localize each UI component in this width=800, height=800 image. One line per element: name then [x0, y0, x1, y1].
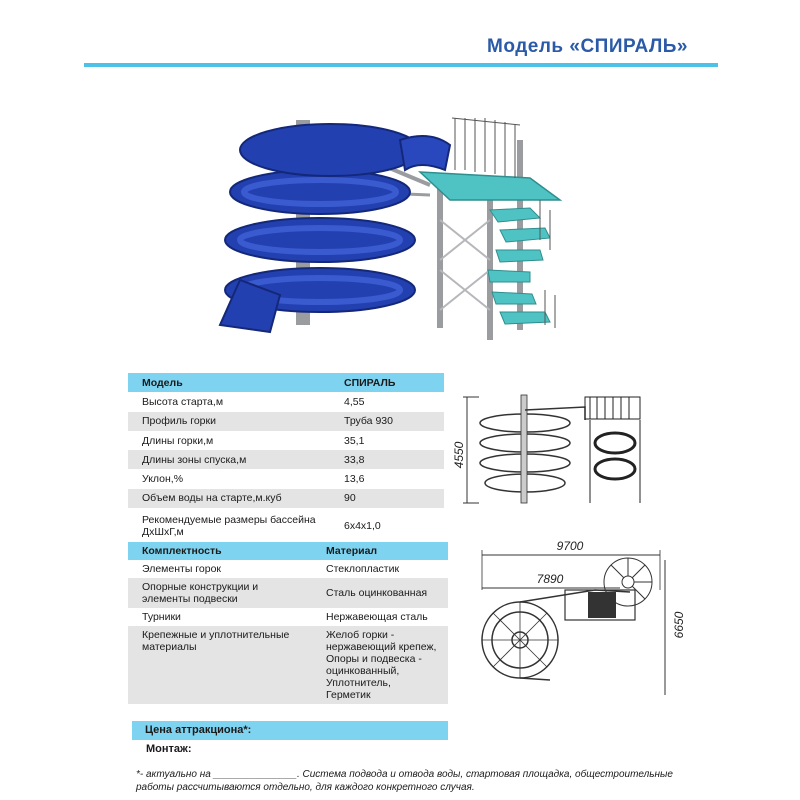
materials-header-row: [128, 542, 448, 560]
price-label: Цена аттракциона*:: [145, 724, 252, 736]
spec-value: 4,55: [330, 392, 444, 411]
plan-view-drawing: [470, 530, 685, 700]
spec-key: Профиль горки: [128, 412, 330, 431]
inner-width-dimension: 7890: [536, 572, 564, 586]
material-value: Нержавеющая сталь: [312, 608, 448, 626]
material-key: Турники: [128, 608, 312, 626]
specs-row: [128, 431, 444, 450]
height-dimension: 4550: [452, 441, 466, 469]
spec-key: Уклон,%: [128, 469, 330, 488]
materials-header-key: Комплектность: [128, 542, 312, 560]
material-key: Опорные конструкции и элементы подвески: [128, 578, 312, 608]
material-value: Сталь оцинкованная: [312, 578, 448, 608]
specs-row: [128, 450, 444, 469]
spec-value: 35,1: [330, 431, 444, 450]
specs-row: [128, 373, 444, 392]
materials-row: [128, 578, 448, 608]
title-divider: [84, 63, 718, 67]
mount-label: Монтаж:: [146, 743, 192, 755]
spec-key: Длины зоны спуска,м: [128, 450, 330, 469]
materials-row: [128, 626, 448, 704]
material-value: Желоб горки - нержавеющий крепеж, Опоры и подвеска - оцинкованный, Уплотнитель, Герметик: [312, 626, 448, 704]
spec-value: 6х4х1,0: [330, 508, 444, 544]
spec-value: 90: [330, 489, 444, 508]
price-bar: [132, 721, 448, 740]
material-key: Элементы горок: [128, 560, 312, 578]
material-key: Крепежные и уплотнительные материалы: [128, 626, 312, 704]
spec-value: СПИРАЛЬ: [330, 373, 444, 392]
side-elevation-drawing: [452, 385, 665, 515]
page-title: Модель «СПИРАЛЬ»: [487, 36, 688, 57]
materials-row: [128, 560, 448, 578]
spec-value: 13,6: [330, 469, 444, 488]
spec-key: Длины горки,м: [128, 431, 330, 450]
specs-row: [128, 489, 444, 508]
slide-illustration: [200, 100, 580, 350]
materials-header-value: Материал: [312, 542, 448, 560]
specs-row: [128, 508, 444, 544]
spec-value: Труба 930: [330, 412, 444, 431]
materials-row: [128, 608, 448, 626]
specs-table: [128, 373, 444, 544]
footnote: *- актуально на _______________. Система подвода и отвода воды, стартовая площадка, общестроительные работы рассчитываются отдельно, для каждого конкретного случая.: [136, 769, 673, 793]
depth-dimension: 6650: [672, 611, 686, 639]
spec-value: 33,8: [330, 450, 444, 469]
spec-key: Рекомендуемые размеры бассейна ДхШхГ,м: [128, 508, 330, 544]
spec-key: Объем воды на старте,м.куб: [128, 489, 330, 508]
specs-row: [128, 392, 444, 411]
materials-table: [128, 542, 448, 704]
specs-row: [128, 469, 444, 488]
total-width-dimension: 9700: [556, 539, 584, 553]
spec-key: Высота старта,м: [128, 392, 330, 411]
material-value: Стеклопластик: [312, 560, 448, 578]
spec-key: Модель: [128, 373, 330, 392]
specs-row: [128, 412, 444, 431]
